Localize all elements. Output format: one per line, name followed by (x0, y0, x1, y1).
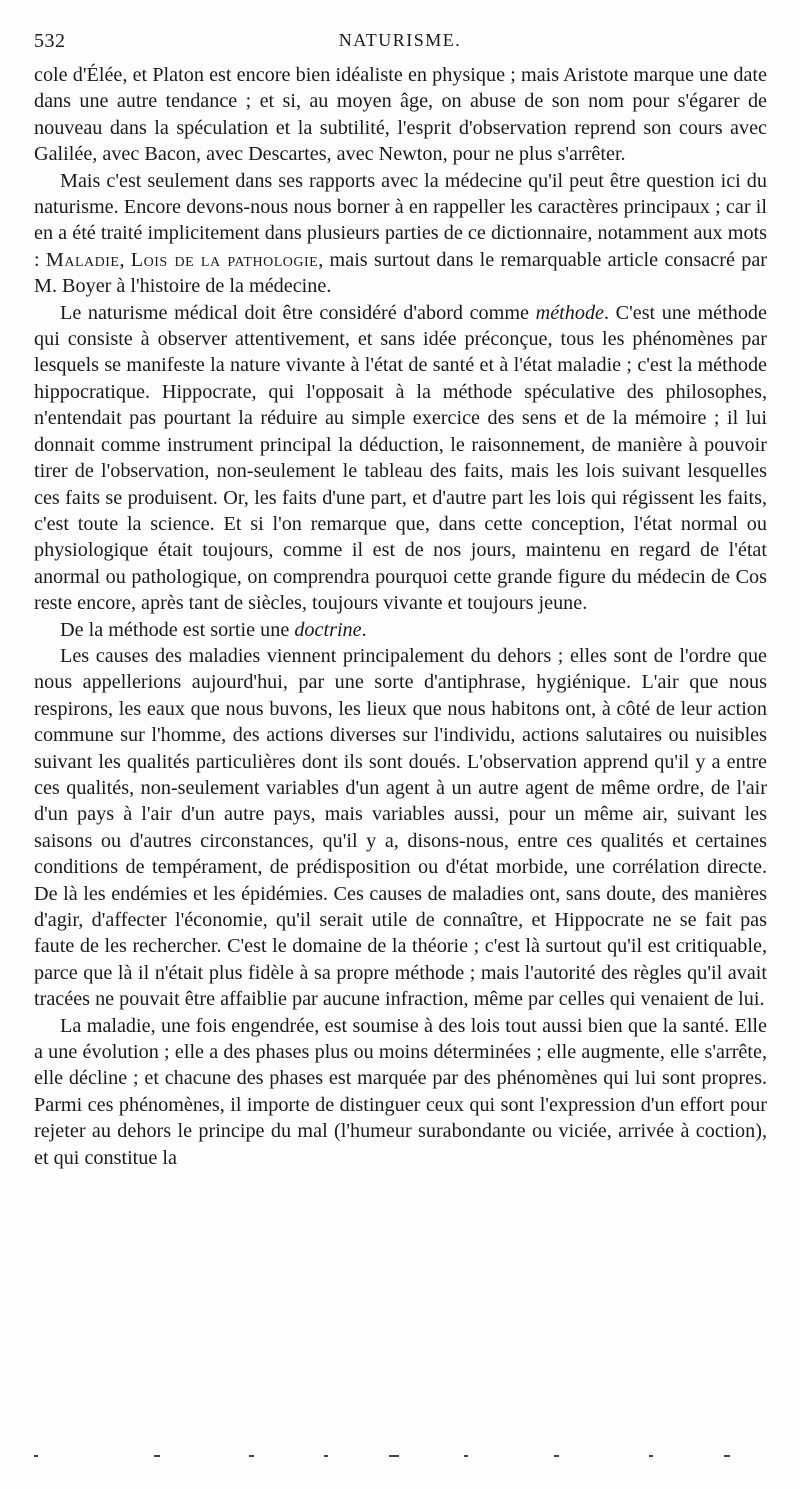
text-run: De la méthode est sortie une (60, 618, 295, 641)
paragraph (34, 168, 767, 300)
paragraph (34, 617, 767, 643)
paragraph (34, 643, 767, 1013)
article-body (34, 62, 767, 1171)
text-run: , (119, 248, 131, 271)
paragraph (34, 1013, 767, 1171)
text-run: cole d'Élée, et Platon est encore bien idéaliste en physique ; mais Aristote marque une date dans une autre tendance ; et si, au moyen âge, on abuse de son nom pour s'égarer de nouveau dans la spéculation et la subtilité, l'esprit d'observation reprend son cours avec Galilée, avec Bacon, avec Descartes, avec Newton, pour ne plus s'arrêter. (34, 64, 767, 166)
text-run: Mais c'est seulement dans ses rapports avec la médecine qu'il peut être question ici du naturisme. Encore devons-nous nous borner à en rappeller les caractères principaux ; car il en a été traité implicitement dans plusieurs parties de ce dictionnaire, notamment aux mots : (34, 169, 767, 271)
text-run: Les causes des maladies viennent principalement du dehors ; elles sont de l'ordre que nous appellerions aujourd'hui, par une sorte d'antiphrase, hygiénique. L'air que nous respirons, les eaux que nous buvons, les lieux que nous habitons ont, à côté de leur action commune sur l'homme, des actions diverses sur l'individu, actions salutaires ou nuisibles suivant les qualités particulières dont ils sont doués. L'observation apprend qu'il y a entre ces qualités, non-seulement variables d'un agent à un autre agent de même ordre, de l'air d'un pays à l'air d'un autre pays, mais variables aussi, pour un même air, suivant les saisons ou d'autres circonstances, qu'il y a, disons-nous, entre ces qualités et certaines conditions de tempérament, de prédisposition ou d'état morbide, une corrélation directe. De là les endémies et les épidémies. Ces causes de maladies ont, sans doute, des manières d'agir, d'affecter l'économie, qu'il serait utile de connaître, et Hippocrate ne se fait pas faute de les rechercher. C'est le domaine de la théorie ; c'est là surtout qu'il est critiquable, parce que là il n'était plus fidèle à sa propre méthode ; mais l'autorité des règles qu'il avait tracées ne pouvait être affaiblie par aucune infraction, même par celles qui venaient de lui. (34, 644, 767, 1011)
page-header (34, 30, 766, 56)
text-run: La maladie, une fois engendrée, est soumise à des lois tout aussi bien que la santé. Elle a une évolution ; elle a des phases plus ou moins déterminées ; elle augmente, elle s'arrête, elle décline ; et chacune des phases est marquée par des phénomènes qui lui sont propres. Parmi ces phénomènes, il importe de distinguer ceux qui sont l'expression d'un effort pour rejeter au dehors le principe du mal (l'humeur surabondante ou viciée, arrivée à coction), et qui constitue la (34, 1014, 767, 1169)
running-title: NATURISME. (338, 30, 462, 50)
italic-term: doctrine (294, 618, 362, 641)
text-run: , mais surtout dans le remarquable article consacré par M. Boyer à l'histoire de la médecine. (34, 248, 768, 298)
text-run: Le naturisme médical doit être considéré d'abord comme (60, 301, 536, 324)
paragraph (34, 300, 767, 617)
cross-reference: Maladie (45, 248, 120, 271)
italic-term: méthode (535, 301, 604, 324)
text-run: . C'est une méthode qui consiste à observer attentivement, et sans idée préconçue, tous les phénomènes par lesquels se manifeste la nature vivante à l'état de santé et à l'état maladie ; c'est la méthode hippocratique. Hippocrate, qui l'opposait à la méthode spéculative des philosophes, n'entendait pas pourtant la réduire au simple exercice des sens et de la mémoire ; il lui donnait comme instrument principal la déduction, le raisonnement, de manière à pouvoir tirer de l'observation, non-seulement le tableau des faits, mais les lois suivant lesquelles ces faits se produisent. Or, les faits d'une part, et d'autre part les lois qui régissent les faits, c'est toute la science. Et si l'on remarque que, dans cette conception, l'état normal ou physiologique était toujours, comme il est de nos jours, maintenu en regard de l'état anormal ou pathologique, on comprendra pourquoi cette grande figure du médecin de Cos reste encore, après tant de siècles, toujours vivante et toujours jeune. (34, 301, 767, 615)
text-run: . (361, 618, 367, 641)
page-number: 532 (34, 30, 66, 52)
cross-reference: Lois de la pathologie (130, 248, 319, 271)
footer-rule (34, 1455, 766, 1459)
paragraph (34, 62, 767, 168)
